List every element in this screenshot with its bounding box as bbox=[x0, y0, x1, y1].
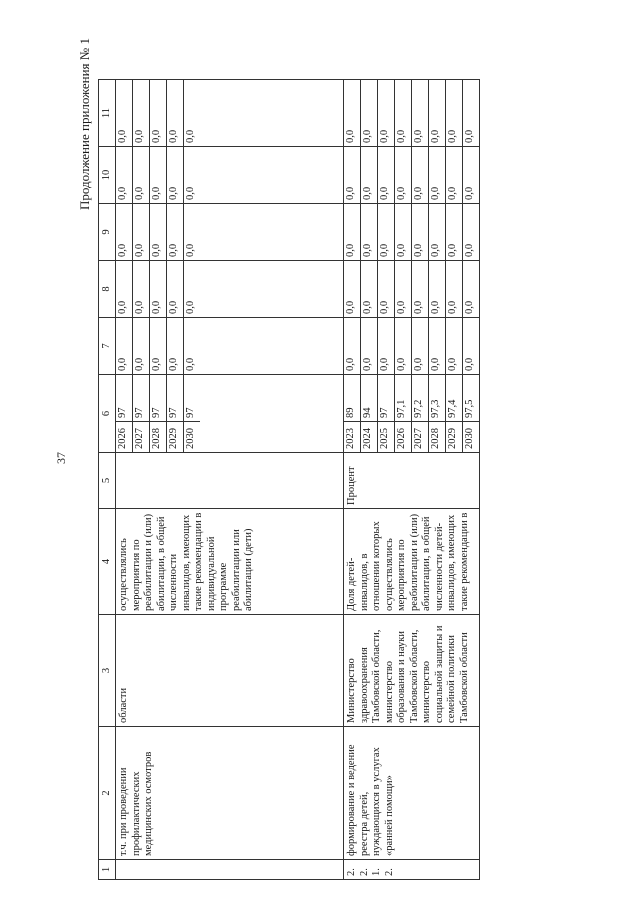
year-row bbox=[344, 375, 361, 452]
year-row bbox=[429, 375, 446, 452]
finance-column bbox=[344, 147, 479, 203]
year-value: 97 bbox=[150, 375, 167, 422]
table-row bbox=[116, 80, 344, 880]
year-row bbox=[150, 375, 167, 452]
year-value: 97,1 bbox=[395, 375, 412, 422]
unit-cell bbox=[116, 453, 344, 509]
finance-value: 0,0 bbox=[116, 147, 133, 203]
page-number: 37 bbox=[54, 452, 68, 464]
finance-column bbox=[344, 261, 479, 317]
finance-column bbox=[344, 318, 479, 374]
finance-value: 0,0 bbox=[464, 186, 475, 200]
year: 2023 bbox=[344, 422, 361, 453]
finance-value: 0,0 bbox=[150, 204, 167, 260]
year: 2026 bbox=[395, 422, 412, 453]
finance-value: 0,0 bbox=[185, 300, 196, 314]
finance-value: 0,0 bbox=[361, 261, 378, 317]
year-value: 94 bbox=[361, 375, 378, 422]
finance-value: 0,0 bbox=[133, 147, 150, 203]
finance-value: 0,0 bbox=[361, 318, 378, 374]
finance-value: 0,0 bbox=[150, 261, 167, 317]
finance-cell bbox=[344, 80, 480, 147]
year-row bbox=[412, 375, 429, 452]
finance-cell bbox=[116, 204, 344, 261]
finance-value: 0,0 bbox=[429, 147, 446, 203]
finance-value: 0,0 bbox=[167, 147, 184, 203]
finance-value: 0,0 bbox=[395, 147, 412, 203]
header-cell: 1 bbox=[99, 860, 116, 880]
executor-cell: области bbox=[116, 615, 344, 727]
finance-value: 0,0 bbox=[412, 318, 429, 374]
finance-column bbox=[344, 204, 479, 260]
year: 2030 bbox=[463, 422, 480, 453]
finance-value: 0,0 bbox=[446, 204, 463, 260]
header-cell: 5 bbox=[99, 453, 116, 509]
finance-cell bbox=[344, 318, 480, 375]
header-cell: 8 bbox=[99, 261, 116, 318]
finance-cell bbox=[344, 204, 480, 261]
year: 2026 bbox=[116, 422, 133, 453]
table-row bbox=[344, 80, 480, 880]
finance-value: 0,0 bbox=[185, 186, 196, 200]
finance-cell bbox=[344, 261, 480, 318]
year-value: 97 bbox=[133, 375, 150, 422]
program-table bbox=[98, 79, 480, 880]
year-value: 97 bbox=[185, 407, 196, 418]
finance-column bbox=[344, 80, 479, 146]
event-cell: т.ч. при проведении профилактических медицинских осмотров bbox=[116, 727, 344, 860]
finance-value: 0,0 bbox=[344, 80, 361, 146]
header-cell: 2 bbox=[99, 727, 116, 860]
finance-value: 0,0 bbox=[378, 318, 395, 374]
row-number: 2.2.1.2. bbox=[344, 860, 480, 880]
year-row bbox=[133, 375, 150, 452]
year: 2025 bbox=[378, 422, 395, 453]
finance-value: 0,0 bbox=[167, 80, 184, 146]
header-cell: 9 bbox=[99, 204, 116, 261]
header-cell: 7 bbox=[99, 318, 116, 375]
finance-value: 0,0 bbox=[378, 204, 395, 260]
year-row bbox=[116, 375, 133, 452]
finance-value: 0,0 bbox=[395, 261, 412, 317]
finance-value: 0,0 bbox=[150, 80, 167, 146]
finance-cell bbox=[116, 261, 344, 318]
finance-value: 0,0 bbox=[395, 204, 412, 260]
finance-value: 0,0 bbox=[133, 204, 150, 260]
year-row bbox=[446, 375, 463, 452]
finance-column bbox=[116, 147, 200, 203]
header-cell: 4 bbox=[99, 509, 116, 615]
finance-value: 0,0 bbox=[133, 261, 150, 317]
finance-value: 0,0 bbox=[412, 261, 429, 317]
year-values-cell bbox=[116, 375, 344, 453]
finance-column bbox=[116, 80, 200, 146]
finance-value: 0,0 bbox=[446, 80, 463, 146]
year-value: 97 bbox=[116, 375, 133, 422]
finance-value: 0,0 bbox=[167, 204, 184, 260]
indicator-cell: Доля детей-инвалидов, в отношении которых осуществлялись мероприятия по реабилитации и (или) абилитации, в общей численности детей-инвалидов, имеющих такие рекомендации в bbox=[344, 509, 480, 615]
finance-value: 0,0 bbox=[361, 204, 378, 260]
finance-value: 0,0 bbox=[395, 80, 412, 146]
header-cell: 3 bbox=[99, 615, 116, 727]
finance-value: 0,0 bbox=[167, 318, 184, 374]
finance-value: 0,0 bbox=[429, 204, 446, 260]
finance-value: 0,0 bbox=[150, 318, 167, 374]
finance-value: 0,0 bbox=[116, 204, 133, 260]
finance-value: 0,0 bbox=[446, 318, 463, 374]
year: 2027 bbox=[412, 422, 429, 453]
finance-value: 0,0 bbox=[378, 80, 395, 146]
finance-value: 0,0 bbox=[412, 80, 429, 146]
finance-value: 0,0 bbox=[446, 261, 463, 317]
finance-cell bbox=[116, 318, 344, 375]
year-row bbox=[184, 375, 201, 452]
unit-cell: Процент bbox=[344, 453, 480, 509]
finance-value: 0,0 bbox=[429, 318, 446, 374]
year-value: 97,2 bbox=[412, 375, 429, 422]
year-row bbox=[167, 375, 184, 452]
finance-value: 0,0 bbox=[185, 357, 196, 371]
year-row bbox=[463, 375, 480, 452]
finance-value: 0,0 bbox=[185, 129, 196, 143]
year-value: 97,5 bbox=[464, 399, 475, 418]
year: 2029 bbox=[167, 422, 184, 453]
year: 2027 bbox=[133, 422, 150, 453]
row-number bbox=[116, 860, 344, 880]
finance-value: 0,0 bbox=[361, 147, 378, 203]
finance-value: 0,0 bbox=[412, 147, 429, 203]
year-value: 97 bbox=[167, 375, 184, 422]
year-values-table bbox=[116, 375, 200, 452]
finance-value: 0,0 bbox=[344, 204, 361, 260]
rotated-table-container bbox=[98, 80, 578, 880]
finance-value: 0,0 bbox=[344, 147, 361, 203]
finance-cell bbox=[116, 80, 344, 147]
year: 2024 bbox=[361, 422, 378, 453]
appendix-title: Продолжение приложения № 1 bbox=[77, 38, 92, 210]
finance-value: 0,0 bbox=[429, 261, 446, 317]
year: 2029 bbox=[446, 422, 463, 453]
year-row bbox=[395, 375, 412, 452]
year-row bbox=[361, 375, 378, 452]
finance-column bbox=[116, 318, 200, 374]
finance-value: 0,0 bbox=[344, 318, 361, 374]
finance-cell bbox=[344, 147, 480, 204]
finance-value: 0,0 bbox=[464, 129, 475, 143]
year: 2028 bbox=[429, 422, 446, 453]
year-value: 97,3 bbox=[429, 375, 446, 422]
header-row bbox=[99, 80, 116, 880]
event-cell: формирование и ведение реестра детей, нуждающихся в услугах «ранней помощи» bbox=[344, 727, 480, 860]
finance-value: 0,0 bbox=[429, 80, 446, 146]
finance-value: 0,0 bbox=[378, 147, 395, 203]
finance-column bbox=[116, 261, 200, 317]
year: 2030 bbox=[184, 422, 201, 453]
finance-value: 0,0 bbox=[150, 147, 167, 203]
finance-value: 0,0 bbox=[133, 80, 150, 146]
finance-value: 0,0 bbox=[378, 261, 395, 317]
finance-value: 0,0 bbox=[464, 300, 475, 314]
finance-column bbox=[116, 204, 200, 260]
year: 2028 bbox=[150, 422, 167, 453]
year-values-table bbox=[344, 375, 479, 452]
year-value: 97,4 bbox=[446, 375, 463, 422]
header-cell: 6 bbox=[99, 375, 116, 453]
finance-value: 0,0 bbox=[116, 261, 133, 317]
finance-value: 0,0 bbox=[464, 357, 475, 371]
finance-value: 0,0 bbox=[185, 243, 196, 257]
finance-value: 0,0 bbox=[361, 80, 378, 146]
finance-value: 0,0 bbox=[446, 147, 463, 203]
header-cell: 10 bbox=[99, 147, 116, 204]
finance-value: 0,0 bbox=[464, 243, 475, 257]
finance-value: 0,0 bbox=[344, 261, 361, 317]
year-values-cell bbox=[344, 375, 480, 453]
year-value: 89 bbox=[344, 375, 361, 422]
finance-value: 0,0 bbox=[412, 204, 429, 260]
finance-value: 0,0 bbox=[133, 318, 150, 374]
indicator-cell: осуществлялись мероприятия по реабилитации и (или) абилитации, в общей численности инвалидов, имеющих такие рекомендации в индивидуальной программе реабилитации или абилитации (дети) bbox=[116, 509, 344, 615]
year-value: 97 bbox=[378, 375, 395, 422]
finance-value: 0,0 bbox=[116, 318, 133, 374]
executor-cell: Министерство здравоохранения Тамбовской области, министерство образования и науки Тамбовской области, министерство социальной защиты и семейной политики Тамбовской области bbox=[344, 615, 480, 727]
finance-value: 0,0 bbox=[167, 261, 184, 317]
header-cell: 11 bbox=[99, 80, 116, 147]
finance-cell bbox=[116, 147, 344, 204]
year-row bbox=[378, 375, 395, 452]
finance-value: 0,0 bbox=[395, 318, 412, 374]
finance-value: 0,0 bbox=[116, 80, 133, 146]
